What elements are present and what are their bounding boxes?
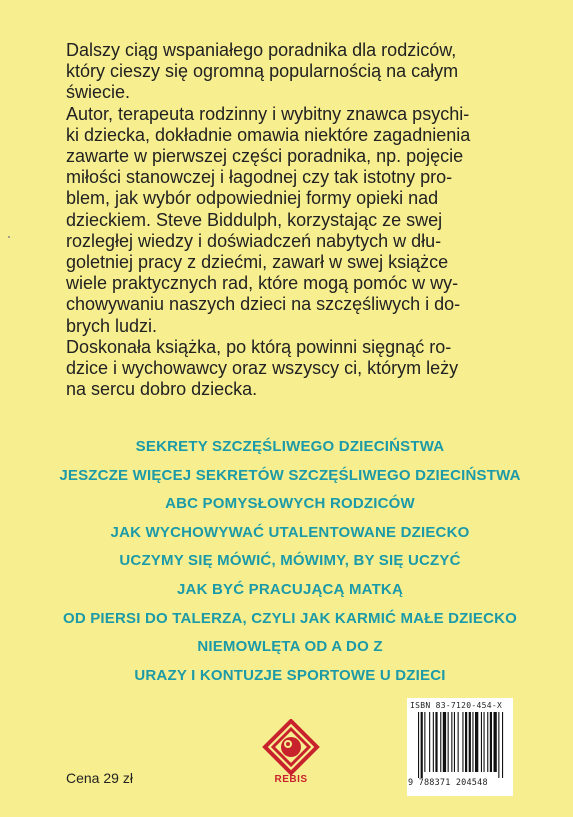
series-title: ABC POMYSŁOWYCH RODZICÓW	[165, 495, 415, 513]
blurb-line: blem, jak wybór odpowiedniej formy opieki nad	[66, 188, 439, 209]
blurb-line: Autor, terapeuta rodzinny i wybitny znawca psychi-	[66, 103, 470, 124]
series-title: JESZCZE WIĘCEJ SEKRETÓW SZCZĘŚLIWEGO DZIECIŃSTWA	[59, 466, 521, 484]
blurb-line: brych ludzi.	[66, 315, 158, 336]
ean-digits: 9 788371 204548	[408, 778, 488, 788]
series-title: NIEMOWLĘTA OD A DO Z	[197, 638, 383, 656]
barcode-icon	[418, 712, 510, 778]
series-title-list	[40, 433, 540, 690]
blurb-line: dzieckiem. Steve Biddulph, korzystając ze swej	[66, 209, 443, 230]
speck	[8, 236, 10, 238]
series-title: URAZY I KONTUZJE SPORTOWE U DZIECI	[134, 666, 446, 684]
series-title: JAK WYCHOWYWAĆ UTALENTOWANE DZIECKO	[110, 523, 470, 541]
series-title: OD PIERSI DO TALERZA, CZYLI JAK KARMIĆ MAŁE DZIECKO	[62, 609, 518, 627]
blurb-line: na sercu dobro dziecka.	[66, 379, 258, 400]
series-title: JAK BYĆ PRACUJĄCĄ MATKĄ	[177, 580, 403, 598]
back-cover-blurb	[66, 40, 514, 400]
series-title: SEKRETY SZCZĘŚLIWEGO DZIECIŃSTWA	[135, 438, 445, 455]
isbn-text: ISBN 83-7120-454-X	[410, 701, 503, 710]
blurb-line: świecie.	[66, 82, 131, 103]
blurb-line: goletniej pracy z dziećmi, zawarł w swej książce	[66, 252, 449, 273]
blurb-line: zawarte w pierwszej części poradnika, np. pojęcie	[66, 146, 464, 167]
price-label: Cena 29 zł	[66, 770, 133, 786]
series-title: UCZYMY SIĘ MÓWIĆ, MÓWIMY, BY SIĘ UCZYĆ	[119, 552, 461, 570]
blurb-line: rozległej wiedzy i doświadczeń nabytych w dłu-	[66, 230, 442, 251]
blurb-line: wiele praktycznych rad, które mogą pomóc w wy-	[66, 273, 459, 294]
blurb-line: ki dziecka, dokładnie omawia niektóre zagadnienia	[66, 124, 471, 145]
blurb-line: Dalszy ciąg wspaniałego poradnika dla rodziców,	[66, 40, 457, 60]
publisher-name: REBIS	[274, 774, 308, 785]
blurb-line: miłości stanowczej i łagodnej czy tak istotny pro-	[66, 167, 453, 188]
blurb-line: który cieszy się ogromną popularnością na całym	[66, 61, 459, 82]
blurb-line: Doskonała książka, po którą powinni sięgnąć ro-	[66, 336, 452, 357]
blurb-line: dzice i wychowawcy oraz wszyscy ci, którym leży	[66, 358, 459, 379]
blurb-line: chowywaniu naszych dzieci na szczęśliwych i do-	[66, 294, 461, 315]
